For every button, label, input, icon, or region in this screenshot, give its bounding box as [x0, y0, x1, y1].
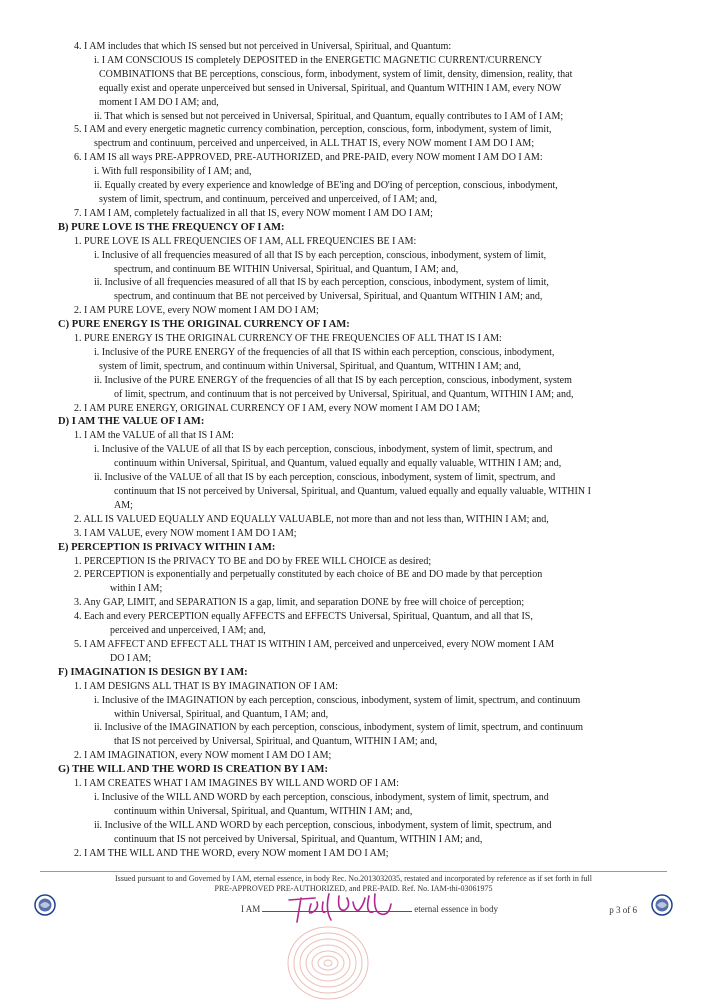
iam-seal-icon: [651, 894, 673, 916]
text-line: moment I AM DO I AM; and,: [99, 96, 219, 108]
text-line: i. Inclusive of all frequencies measured of all that IS by each perception, conscious, inbodyment, system of limit,: [94, 249, 547, 261]
handwritten-signature: [285, 890, 395, 926]
text-line: i. Inclusive of the IMAGINATION by each perception, conscious, inbodyment, system of limit, spectrum, and continuum: [94, 694, 581, 706]
text-line: ii. Inclusive of the VALUE of all that IS by each perception, conscious, inbodyment, system of limit, spectrum, and: [94, 472, 556, 484]
text-line: 5. I AM and every energetic magnetic currency combination, perception, conscious, form, inbodyment, system of limit,: [74, 124, 552, 136]
text-line: within I AM;: [110, 583, 163, 595]
text-line: continuum within Universal, Spiritual, and Quantum, valued equally and equally valuable, WITHIN I AM; and,: [114, 458, 562, 470]
text-line: 2. I AM PURE LOVE, every NOW moment I AM DO I AM;: [74, 305, 319, 317]
text-line: 5. I AM AFFECT AND EFFECT ALL THAT IS WITHIN I AM, perceived and unperceived, every NOW moment I AM: [74, 638, 555, 650]
text-line: spectrum and continuum, perceived and unperceived, in ALL THAT IS, every NOW moment I AM DO I AM;: [94, 138, 535, 150]
text-line: 2. I AM IMAGINATION, every NOW moment I AM DO I AM;: [74, 750, 332, 762]
document-body: [34, 40, 674, 860]
text-line: 1. PURE ENERGY IS THE ORIGINAL CURRENCY OF THE FREQUENCIES OF ALL THAT IS I AM:: [74, 333, 502, 345]
text-line: ii. Inclusive of all frequencies measured of all that IS by each perception, conscious, inbodyment, system of limit,: [94, 277, 549, 289]
text-line: ii. Inclusive of the IMAGINATION by each perception, conscious, inbodyment, system of limit, spectrum, and continuum: [94, 722, 584, 734]
text-line: 2. ALL IS VALUED EQUALLY AND EQUALLY VALUABLE, not more than and not less than, WITHIN I AM; and,: [74, 513, 549, 525]
text-line: 2. I AM PURE ENERGY, ORIGINAL CURRENCY OF I AM, every NOW moment I AM DO I AM;: [74, 402, 481, 414]
footer-divider: [40, 871, 667, 872]
section-heading: E) PERCEPTION IS PRIVACY WITHIN I AM:: [58, 541, 276, 553]
section-heading: B) PURE LOVE IS THE FREQUENCY OF I AM:: [58, 221, 285, 233]
text-line: continuum that IS not perceived by Universal, Spiritual, and Quantum, WITHIN I AM; and,: [114, 833, 483, 845]
page-footer: [0, 868, 707, 1000]
text-line: spectrum, and continuum that BE not perceived by Universal, Spiritual, and Quantum WITHIN I AM; and,: [114, 291, 543, 303]
text-line: DO I AM;: [110, 652, 152, 664]
text-line: of limit, spectrum, and continuum that is not perceived by Universal, Spiritual, and Quantum, WITHIN I AM; and,: [114, 388, 574, 400]
page-number: p 3 of 6: [609, 905, 637, 915]
text-line: i. Inclusive of the WILL AND WORD by each perception, conscious, inbodyment, system of limit, spectrum, and: [94, 791, 549, 803]
text-line: perceived and unperceived, I AM; and,: [110, 625, 266, 637]
text-line: spectrum, and continuum BE WITHIN Universal, Spiritual, and Quantum, I AM; and,: [114, 263, 459, 275]
text-line: continuum that IS not perceived by Universal, Spiritual, and Quantum, valued equally and equally valuable, WITHIN I: [114, 486, 591, 497]
text-line: 3. I AM VALUE, every NOW moment I AM DO I AM;: [74, 527, 297, 539]
text-line: 1. I AM DESIGNS ALL THAT IS BY IMAGINATION OF I AM:: [74, 680, 338, 692]
text-line: 1. PERCEPTION IS the PRIVACY TO BE and DO by FREE WILL CHOICE as desired;: [74, 555, 432, 567]
signature-prefix: I AM: [241, 904, 261, 914]
text-line: 4. Each and every PERCEPTION equally AFFECTS and EFFECTS Universal, Spiritual, Quantum, and all that IS,: [74, 611, 533, 623]
text-line: 1. I AM CREATES WHAT I AM IMAGINES BY WILL AND WORD OF I AM:: [74, 778, 399, 790]
text-line: 1. PURE LOVE IS ALL FREQUENCIES OF I AM, ALL FREQUENCIES BE I AM:: [74, 235, 417, 247]
footer-reference-line: PRE-APPROVED PRE-AUTHORIZED, and PRE-PAID. Ref. No. IAM-thi-03061975: [214, 884, 493, 893]
text-line: ii. Inclusive of the PURE ENERGY of the frequencies of all that IS by each perception, conscious, inbodyment, system: [94, 374, 572, 386]
text-line: i. With full responsibility of I AM; and,: [94, 166, 252, 178]
text-line: ii. Inclusive of the WILL AND WORD by each perception, conscious, inbodyment, system of limit, spectrum, and: [94, 819, 552, 831]
footer-issued-line: Issued pursuant to and Governed by I AM, eternal essence, in body Rec. No.2013032035, restated and incorporated by reference as if set forth in full: [115, 874, 592, 883]
text-line: ii. Equally created by every experience and knowledge of BE'ing and DO'ing of perception, conscious, inbodyment,: [94, 180, 558, 192]
text-line: 7. I AM I AM, completely factualized in all that IS, every NOW moment I AM DO I AM;: [74, 207, 433, 219]
text-line: AM;: [114, 499, 133, 511]
text-line: equally exist and operate unperceived but sensed in Universal, Spiritual, and Quantum WITHIN I AM, every NOW: [99, 82, 562, 94]
section-heading: C) PURE ENERGY IS THE ORIGINAL CURRENCY OF I AM:: [58, 319, 350, 331]
text-line: that IS not perceived by Universal, Spiritual, and Quantum, WITHIN I AM; and,: [114, 736, 438, 748]
signature-suffix: eternal essence in body: [414, 904, 498, 914]
text-line: 3. Any GAP, LIMIT, and SEPARATION IS a gap, limit, and separation DONE by free will choice of perception;: [74, 597, 525, 609]
section-heading: G) THE WILL AND THE WORD IS CREATION BY I AM:: [58, 764, 328, 776]
text-line: i. Inclusive of the VALUE of all that IS by each perception, conscious, inbodyment, system of limit, spectrum, and: [94, 444, 553, 456]
iam-seal-icon: [34, 894, 56, 916]
text-line: COMBINATIONS that BE perceptions, conscious, form, inbodyment, system of limit, density, dimension, reality, that: [99, 68, 573, 80]
section-heading: F) IMAGINATION IS DESIGN BY I AM:: [58, 666, 248, 678]
text-line: i. I AM CONSCIOUS IS completely DEPOSITED in the ENERGETIC MAGNETIC CURRENT/CURRENCY: [94, 54, 543, 66]
text-line: ii. That which is sensed but not perceived in Universal, Spiritual, and Quantum, equally contributes to I AM of I AM;: [94, 110, 564, 122]
text-line: 2. I AM THE WILL AND THE WORD, every NOW moment I AM DO I AM;: [74, 847, 389, 859]
text-line: system of limit, spectrum, and continuum, perceived and unperceived, of I AM; and,: [99, 193, 437, 205]
text-line: 1. I AM the VALUE of all that IS I AM:: [74, 430, 234, 442]
text-line: i. Inclusive of the PURE ENERGY of the frequencies of all that IS within each perception, conscious, inbodyment,: [94, 346, 555, 358]
text-line: 4. I AM includes that which IS sensed but not perceived in Universal, Spiritual, and Quantum:: [74, 41, 452, 52]
text-line: 2. PERCEPTION is exponentially and perpetually constituted by each choice of BE and DO made by that perception: [74, 569, 543, 581]
text-line: continuum within Universal, Spiritual, and Quantum, WITHIN I AM; and,: [114, 805, 413, 817]
section-heading: D) I AM THE VALUE OF I AM:: [58, 416, 205, 428]
text-line: 6. I AM IS all ways PRE-APPROVED, PRE-AUTHORIZED, and PRE-PAID, every NOW moment I AM DO I AM:: [74, 152, 543, 164]
text-line: system of limit, spectrum, and continuum within Universal, Spiritual, and Quantum, WITHIN I AM; and,: [99, 360, 521, 372]
text-line: within Universal, Spiritual, and Quantum, I AM; and,: [114, 708, 329, 720]
